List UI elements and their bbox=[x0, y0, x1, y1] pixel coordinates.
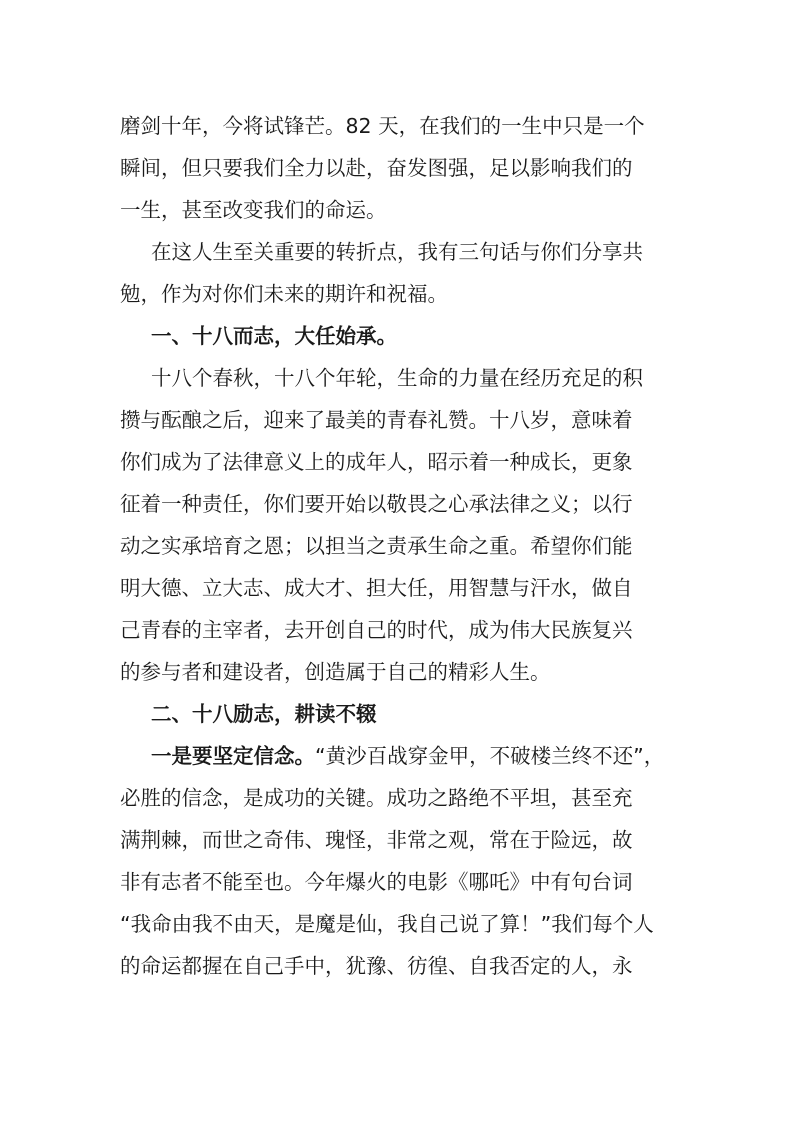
paragraph-line: 一生，甚至改变我们的命运。 bbox=[120, 198, 387, 222]
paragraph-line: 十八个春秋，十八个年轮，生命的力量在经历充足的积 bbox=[151, 366, 643, 390]
paragraph-line: 明大德、立大志、成大才、担大任，用智慧与汗水，做自 bbox=[120, 576, 633, 600]
quote-text: “黄沙百战穿金甲，不破楼兰终不还”， bbox=[315, 744, 665, 768]
paragraph-line: 的命运都握在自己手中，犹豫、彷徨、自我否定的人，永 bbox=[120, 954, 633, 978]
paragraph-line: 必胜的信念，是成功的关键。成功之路绝不平坦，甚至充 bbox=[120, 786, 633, 810]
paragraph-line: 征着一种责任，你们要开始以敬畏之心承法律之义；以行 bbox=[120, 492, 633, 516]
paragraph-line: 己青春的主宰者，去开创自己的时代，成为伟大民族复兴 bbox=[120, 618, 633, 642]
paragraph-line: 攒与酝酿之后，迎来了最美的青春礼赞。十八岁，意味着 bbox=[120, 408, 633, 432]
paragraph-line: 磨剑十年，今将试锋芒。82 天，在我们的一生中只是一个 bbox=[120, 114, 645, 138]
bold-lead-phrase: 一是要坚定信念。 bbox=[151, 744, 315, 768]
paragraph-line: 勉，作为对你们未来的期许和祝福。 bbox=[120, 282, 448, 306]
section-heading: 二、十八励志，耕读不辍 bbox=[151, 702, 377, 726]
section-heading: 一、十八而志，大任始承。 bbox=[151, 324, 397, 348]
paragraph-line: 的参与者和建设者，创造属于自己的精彩人生。 bbox=[120, 660, 551, 684]
paragraph-line: “我命由我不由天，是魔是仙，我自己说了算！”我们每个人 bbox=[120, 912, 654, 936]
paragraph-line: 满荆棘，而世之奇伟、瑰怪，非常之观，常在于险远，故 bbox=[120, 828, 633, 852]
paragraph-line: 你们成为了法律意义上的成年人，昭示着一种成长，更象 bbox=[120, 450, 633, 474]
paragraph-line: 瞬间，但只要我们全力以赴，奋发图强，足以影响我们的 bbox=[120, 156, 633, 180]
paragraph-line: 非有志者不能至也。今年爆火的电影《哪吒》中有句台词 bbox=[120, 870, 633, 894]
paragraph-line: 动之实承培育之恩；以担当之责承生命之重。希望你们能 bbox=[120, 534, 633, 558]
paragraph-line: 在这人生至关重要的转折点，我有三句话与你们分享共 bbox=[151, 240, 643, 264]
paragraph-line bbox=[151, 746, 664, 767]
